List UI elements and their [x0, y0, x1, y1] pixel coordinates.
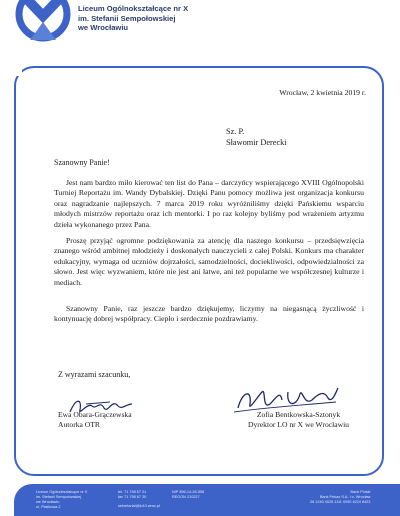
addressee-title: Sz. P.	[226, 127, 245, 136]
paragraph-2: Proszę przyjąć ogromne podziękowania za atencję dla naszego konkursu – przedsięwzięcia znanego wśród ambitnej młodzieży i doskonałych nauczycieli z całej Polski. Konkurs ma charakter edukacyjny, wymaga od uczniów dojrzałości, samodzielności, dociekliwości, odpowiedzialności za słowo. Jest więc wyzwaniem, które nie jest ani łatwe, ani też popularne we współczesnej kulturze i mediach.	[54, 236, 364, 287]
paragraph-1: Jest nam bardzo miło kierować ten list do Pana – darczyńcy wspierającego XVIII Ogólnopolski Turniej Reportażu im. Wandy Dybalskiej. Dzięki Panu pomocy możliwa jest organizacja konkursu oraz nagradzanie najlepszych. 7 marca 2019 roku wyróżniliśmy dzięki Pańskiemu wsparciu młodych mistrzów reportażu oraz ich mentorki. I po raz kolejny byliśmy pod wrażeniem artyzmu dzieła wykonanego przez Pana.	[54, 178, 364, 229]
footer-contact	[118, 490, 160, 509]
school-name	[78, 4, 188, 33]
footer-text: sekretariat@lo10.wroc.pl	[118, 504, 160, 508]
footer-text: we Wrocławiu	[36, 500, 60, 504]
footer-registry	[172, 490, 204, 500]
paragraph-3: Szanowny Panie, raz jeszcze bardzo dziękujemy, liczymy na niegasnącą życzliwość i kontynuację dobrej współpracy. Ciepło i serdecznie pozdrawiamy.	[54, 304, 364, 324]
place-date: Wrocław, 2 kwietnia 2019 r.	[279, 88, 366, 97]
signature-left-name: Ewa Obara-Grączewska	[58, 410, 132, 419]
addressee-name: Sławomir Derecki	[226, 138, 287, 148]
frame-gap	[10, 62, 22, 76]
footer-band	[14, 484, 400, 516]
footer-text: fax 71 798 67 20	[118, 495, 147, 499]
signature-right-name: Zofia Bentkowska-Sztonyk	[256, 410, 341, 419]
signature-right-role: Dyrektor LO nr X we Wrocławiu	[248, 419, 349, 429]
signature-right	[248, 410, 349, 429]
footer-text: tel. 71 798 67 21	[118, 490, 147, 494]
school-name-line1: Liceum Ogólnokształcące nr X	[78, 4, 189, 13]
addressee	[226, 126, 287, 148]
footer-text: Bank Pekao S.A. I o. Wrocław	[319, 495, 371, 499]
footer-text: Bank Polski	[350, 490, 371, 494]
school-logo	[14, 0, 72, 46]
signature-left-role: Autorka OTR	[58, 419, 100, 429]
footer-text: 26 1240 4025 1111 0000 4224 8423	[310, 500, 371, 504]
school-name-line2: im. Stefanii Sempołowskiej	[78, 13, 176, 23]
school-name-line3: we Wrocławiu	[78, 23, 129, 33]
signature-left	[58, 410, 132, 429]
closing: Z wyrazami szacunku,	[58, 370, 131, 379]
footer-text: ul. Piaskowa 2	[36, 505, 61, 509]
footer-text: im. Stefanii Sempołowskiej	[36, 495, 82, 499]
footer-text: NIP 896-14-28-556	[172, 490, 205, 494]
footer-text: REGON 210227	[172, 495, 200, 499]
footer-bank	[310, 490, 370, 505]
footer-school-address	[36, 490, 87, 510]
footer-text: Liceum Ogólnokształcące nr X	[36, 490, 88, 494]
salutation: Szanowny Panie!	[54, 158, 110, 167]
